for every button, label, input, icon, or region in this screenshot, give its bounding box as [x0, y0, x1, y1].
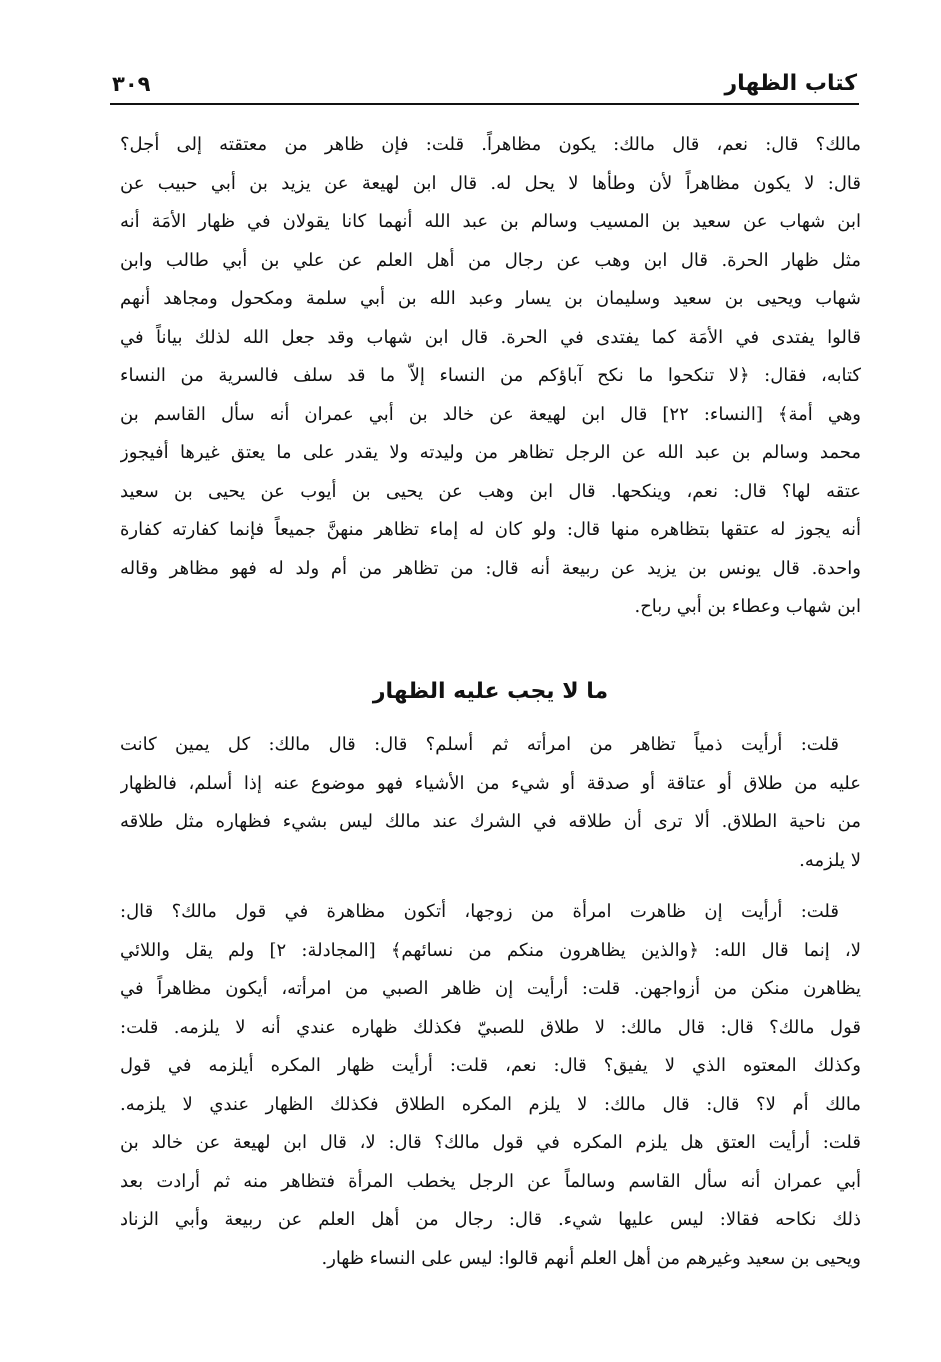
text-line: أنه يجوز له عتقها بتظاهره منها قال: ولو كان له إماء تظاهر منهنَّ جميعاً فإنما كفارته كفارة [120, 519, 861, 540]
text-line: قالوا يفتدى في الأمَة كما يفتدى في الحرة. قال ابن شهاب وقد جعل الله لذلك بياناً في [120, 326, 861, 348]
text-line: ويحيى بن سعيد وغيرهم من أهل العلم أنهم قالوا: ليس على النساء ظهار. [321, 1247, 861, 1269]
text-line: مثل ظهار الحرة. قال ابن وهب عن رجال من أهل العلم عن علي بن أبي طالب وابن [120, 249, 861, 271]
text-line: قلت: أرأيت إن ظاهرت امرأة من زوجها، أتكون مظاهرة في قول مالك؟ قال: [120, 901, 839, 922]
text-line: يظاهرن منكن من أزواجهن. قلت: أرأيت إن ظاهر الصبي من امرأته، أيكون مظاهراً في [120, 978, 861, 999]
text-line: واحدة. قال يونس بن يزيد عن ربيعة أنه قال: من تظاهر من أم ولد له فهو مظاهر وقاله [120, 557, 861, 579]
text-line: كتابه، فقال: ﴿لا تنكحوا ما نكح آباؤكم من النساء إلاّ ما قد سلف فالسرية من النساء [120, 365, 861, 386]
text-line: مالك؟ قال: نعم، قال مالك: يكون مظاهراً. قلت: فإن ظاهر من معتقته إلى أجل؟ [120, 134, 861, 155]
text-line: وكذلك المعتوه الذي لا يفيق؟ قال: نعم، قلت: أرأيت ظهار المكره أيلزمه في قول [120, 1055, 861, 1076]
page-number: ٣٠٩ [112, 72, 151, 96]
text-line: محمد وسالم بن عبد الله عن الرجل تظاهر من وليدته ولا يقدر على ما يعتق غيرها أفيجوز [120, 442, 861, 463]
text-line: قال: لا يكون مظاهراً لأن وطأها لا يحل له. قال ابن لهيعة عن يزيد بن أبي حبيب عن [120, 172, 861, 194]
text-line: وهي أمة﴾ [النساء: ٢٢] قال ابن لهيعة عن خالد بن أبي عمران أنه سأل القاسم بن [120, 403, 861, 425]
paragraph-3 [120, 893, 861, 1278]
section-heading: ما لا يجب عليه الظهار [372, 679, 609, 704]
text-line: مالك أم لا؟ قال: قال مالك: لا يلزم المكره الطلاق فكذلك الظهار عندي لا يلزمه. [120, 1093, 861, 1115]
text-line: لا يلزمه. [799, 849, 861, 871]
text-line: عليه من طلاق أو عتاقة أو صدقة أو شيء من الأشياء فهو موضوع عنه إذا أسلم، فالظهار [120, 772, 861, 794]
section-1-text [120, 126, 861, 627]
page-header [112, 58, 857, 98]
text-line: قلت: أرأيت العتق هل يلزم المكره في قول مالك؟ قال: لا، قال ابن لهيعة عن خالد بن [120, 1132, 861, 1153]
header-rule [110, 103, 859, 105]
text-line: لا، إنما قال الله: ﴿والذين يظاهرون منكم من نسائهم﴾ [المجادلة: ٢] ولم يقل واللائي [120, 939, 861, 961]
text-line: قلت: أرأيت ذمياً تظاهر من امرأته ثم أسلم؟ قال: قال مالك: كل يمين كانت [120, 734, 839, 755]
chapter-title: كتاب الظهار [724, 71, 857, 96]
text-line: ذلك نكاحه فقالا: ليس عليها شيء. قال: رجال من أهل العلم عن ربيعة وأبي الزناد [120, 1209, 861, 1230]
text-line: قول مالك؟ قال: قال مالك: لا طلاق للصبيّ فكذلك ظهاره عندي أنه لا يلزمه. قلت: [120, 1016, 861, 1038]
text-line: أبي عمران أنه سأل القاسم وسالماً عن الرجل يخطب المرأة فتظاهر منه ثم أرادت بعد [120, 1170, 861, 1192]
text-line: من ناحية الطلاق. ألا ترى أن طلاقه في الشرك عند مالك ليس بشيء فظهاره مثل طلاقه [120, 811, 861, 832]
text-line: شهاب ويحيى بن سعيد وسليمان بن يسار وعبد الله بن أبي سلمة ومكحول ومجاهد أنهم [120, 288, 861, 309]
text-line: ابن شهاب عن سعيد بن المسيب وسالم بن عبد الله أنهما كانا يقولان في ظهار الأمَة أنه [120, 211, 861, 232]
text-line: عتقه لها؟ قال: نعم، وينكحها. قال ابن وهب عن يحيى بن أيوب عن يحيى بن سعيد [120, 480, 861, 502]
text-line: ابن شهاب وعطاء بن أبي رباح. [634, 596, 861, 617]
paragraph-2 [120, 726, 861, 880]
